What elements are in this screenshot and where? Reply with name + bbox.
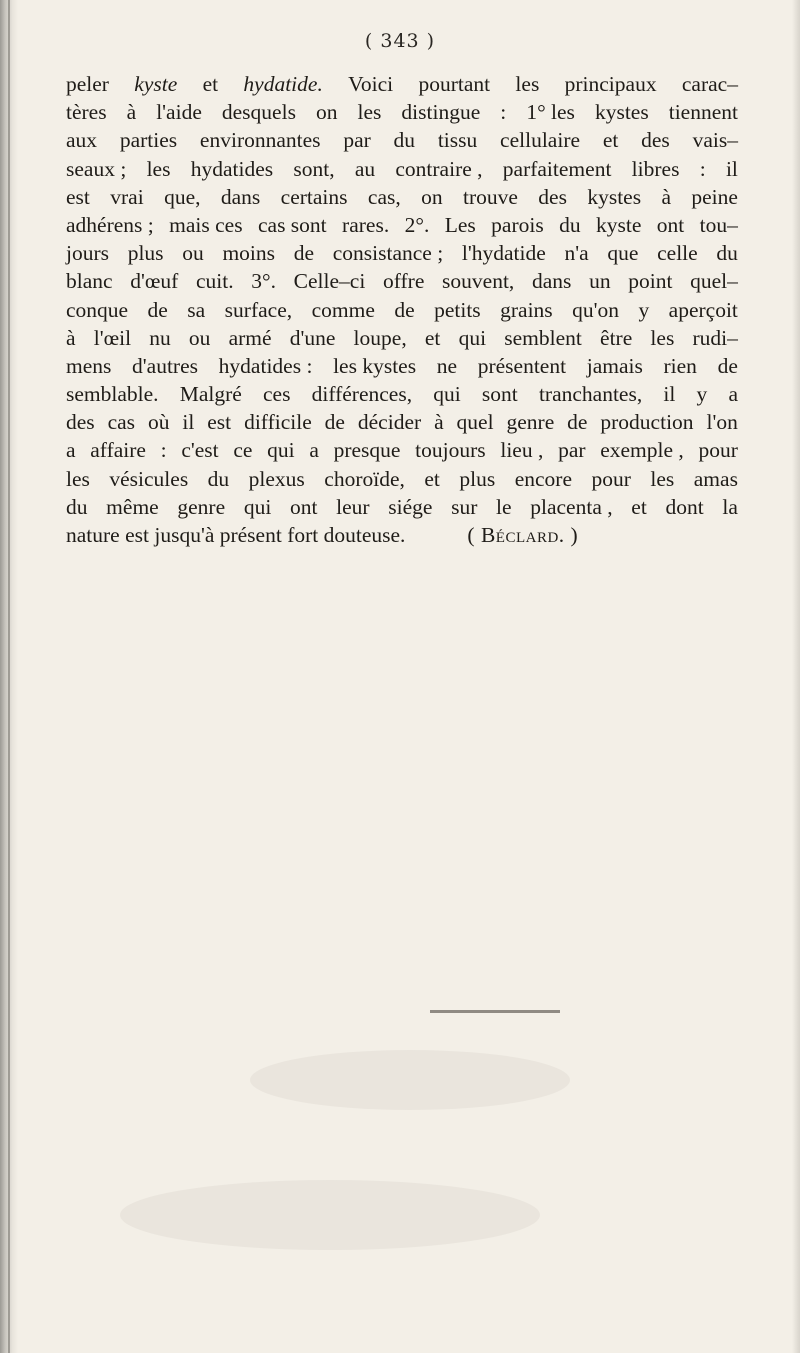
word: qui xyxy=(267,438,295,463)
word: sur xyxy=(451,494,478,519)
word: du xyxy=(66,494,88,519)
word: où xyxy=(147,410,170,435)
word: de xyxy=(324,410,345,435)
word: un xyxy=(589,269,611,294)
word: vésicules xyxy=(109,466,189,491)
word: du xyxy=(207,466,230,491)
word: qu'on xyxy=(572,297,619,322)
text-line xyxy=(66,296,738,324)
word: même xyxy=(106,494,159,519)
word: sont, xyxy=(293,156,335,181)
word: sont xyxy=(481,382,518,407)
word: exemple , xyxy=(600,438,684,463)
word: celle xyxy=(657,241,698,266)
word: distingue xyxy=(401,100,481,125)
word: de xyxy=(567,410,588,435)
word: être xyxy=(600,325,633,350)
text-line xyxy=(66,267,738,295)
word: a xyxy=(66,438,76,463)
word: nu xyxy=(149,325,171,350)
word: 3°. xyxy=(251,269,276,294)
word: parois xyxy=(491,212,544,237)
word: est xyxy=(66,184,90,209)
word: peler xyxy=(66,72,109,96)
paper-stain xyxy=(250,1050,570,1110)
word: semblent xyxy=(504,325,582,350)
word: tiennent xyxy=(668,100,738,125)
word: blanc xyxy=(66,269,113,294)
word: l'hydatide xyxy=(461,241,546,266)
word: 1° les xyxy=(526,100,575,125)
word: principaux xyxy=(564,72,657,96)
word: et xyxy=(424,466,440,491)
word: petits xyxy=(434,297,481,322)
word: la xyxy=(722,494,738,519)
text-line xyxy=(66,155,738,183)
text-line xyxy=(66,436,738,464)
word: point xyxy=(628,269,673,294)
word: offre xyxy=(382,269,425,294)
word: du xyxy=(716,241,738,266)
word: certains xyxy=(280,184,348,209)
word: cellulaire xyxy=(500,128,581,153)
word: qui xyxy=(243,494,272,519)
text-line xyxy=(66,126,738,154)
word: présentent xyxy=(477,353,567,378)
word: il xyxy=(725,156,738,181)
word: souvent, xyxy=(442,269,515,294)
word: les xyxy=(357,100,382,125)
word: l'aide xyxy=(156,100,202,125)
word: jamais xyxy=(586,353,643,378)
word: siége xyxy=(388,494,433,519)
word: à xyxy=(661,184,672,209)
word: a xyxy=(309,438,319,463)
word: d'autres xyxy=(132,353,199,378)
word: cas sont xyxy=(257,212,327,237)
word: dont xyxy=(665,494,704,519)
text-line xyxy=(66,380,738,408)
word: cuit. xyxy=(195,269,234,294)
word: ces xyxy=(262,382,291,407)
word: presque xyxy=(333,438,401,463)
word: libres xyxy=(631,156,680,181)
word: vais– xyxy=(692,128,738,153)
word: desquels xyxy=(221,100,296,125)
word: contraire , xyxy=(395,156,483,181)
word: hydatides xyxy=(190,156,274,181)
word: est xyxy=(207,410,232,435)
word: leur xyxy=(336,494,370,519)
word: adhérens ; xyxy=(66,212,154,237)
word: seaux ; xyxy=(66,156,127,181)
word: par xyxy=(558,438,586,463)
word: mais ces xyxy=(169,212,243,237)
show-through-mark xyxy=(430,1010,560,1013)
word: des xyxy=(641,128,670,153)
word: ne xyxy=(436,353,458,378)
word: lieu , xyxy=(500,438,544,463)
text-line xyxy=(66,70,738,98)
word: on xyxy=(315,100,338,125)
word: peine xyxy=(691,184,738,209)
text-line xyxy=(66,408,738,436)
word: plus xyxy=(127,241,164,266)
word: rares. xyxy=(342,212,390,237)
text-line xyxy=(66,493,738,521)
word: par xyxy=(343,128,371,153)
word: Les xyxy=(444,212,476,237)
word: différences, xyxy=(311,382,413,407)
text-line xyxy=(66,352,738,380)
word: le xyxy=(496,494,512,519)
word: cas xyxy=(107,410,136,435)
word: qui xyxy=(433,382,461,407)
word: placenta , xyxy=(530,494,613,519)
word: que, xyxy=(164,184,201,209)
word: a xyxy=(728,382,738,407)
word: les xyxy=(515,72,540,96)
word: et xyxy=(602,128,619,153)
word: hydatides : xyxy=(218,353,313,378)
word: genre xyxy=(177,494,226,519)
word: semblable. xyxy=(66,382,159,407)
word: que xyxy=(607,241,639,266)
word: pourtant xyxy=(418,72,491,96)
word: à xyxy=(126,100,137,125)
text-line xyxy=(66,98,738,126)
word: aux xyxy=(66,128,98,153)
word: les kystes xyxy=(333,353,417,378)
text-line xyxy=(66,183,738,211)
word: grains xyxy=(500,297,553,322)
word: il xyxy=(663,382,676,407)
word: loupe, xyxy=(353,325,407,350)
word: ont xyxy=(289,494,318,519)
word: quel xyxy=(456,410,494,435)
word: les xyxy=(650,325,675,350)
word: d'une xyxy=(289,325,336,350)
word: vrai xyxy=(110,184,144,209)
word: Celle–ci xyxy=(293,269,366,294)
page-number: ( 343 ) xyxy=(364,30,436,52)
word: tou– xyxy=(699,212,738,237)
word: kystes xyxy=(587,184,642,209)
word: de xyxy=(147,297,168,322)
text-line xyxy=(66,211,738,239)
word: rien xyxy=(663,353,697,378)
word: mens xyxy=(66,353,112,378)
word: Voici xyxy=(348,72,394,96)
word: : xyxy=(699,156,706,181)
word: toujours xyxy=(415,438,486,463)
word: production xyxy=(600,410,694,435)
word: y xyxy=(638,297,650,322)
word: : xyxy=(500,100,507,125)
word: armé xyxy=(228,325,272,350)
word: qui xyxy=(458,325,487,350)
word: à xyxy=(434,410,444,435)
word: du xyxy=(559,212,581,237)
word: pour xyxy=(591,466,631,491)
word: hydatide. xyxy=(243,72,323,96)
word: 2°. xyxy=(404,212,430,237)
word: conque xyxy=(66,297,129,322)
word: parfaitement xyxy=(502,156,612,181)
word: Malgré xyxy=(179,382,242,407)
word: n'a xyxy=(564,241,589,266)
word: dans xyxy=(531,269,572,294)
page-right-edge xyxy=(792,0,800,1353)
word: tissu xyxy=(437,128,478,153)
word: des xyxy=(538,184,567,209)
word: comme xyxy=(311,297,375,322)
word: ou xyxy=(182,241,204,266)
word: rudi– xyxy=(692,325,738,350)
text-line xyxy=(66,324,738,352)
attribution: ( Béclard. ) xyxy=(467,523,579,547)
word: parties xyxy=(119,128,178,153)
word: et xyxy=(424,325,441,350)
word: à xyxy=(66,325,76,350)
paper-stain xyxy=(120,1180,540,1250)
word: cas, xyxy=(367,184,401,209)
word: tères xyxy=(66,100,107,125)
text-line xyxy=(66,239,738,267)
word: amas xyxy=(693,466,738,491)
word: plexus xyxy=(248,466,305,491)
word: genre xyxy=(506,410,555,435)
word: : xyxy=(160,438,167,463)
word: ou xyxy=(188,325,211,350)
word: les xyxy=(146,156,171,181)
word: des xyxy=(66,410,95,435)
binding-line xyxy=(8,0,10,1353)
word: dans xyxy=(220,184,261,209)
word: de xyxy=(293,241,315,266)
word: consistance ; xyxy=(332,241,444,266)
word: moins xyxy=(222,241,276,266)
word: c'est xyxy=(181,438,219,463)
word: du xyxy=(393,128,416,153)
word: encore xyxy=(514,466,572,491)
word: surface, xyxy=(224,297,293,322)
word: kystes xyxy=(594,100,649,125)
word: décider xyxy=(357,410,422,435)
word: pour xyxy=(698,438,738,463)
word: aperçoit xyxy=(668,297,738,322)
word: carac– xyxy=(681,72,738,96)
word: kyste xyxy=(595,212,642,237)
word: au xyxy=(354,156,376,181)
word: environnantes xyxy=(199,128,321,153)
word: de xyxy=(717,353,738,378)
word: plus xyxy=(459,466,496,491)
text-line-last xyxy=(66,521,738,549)
last-line-text: nature est jusqu'à présent fort douteuse. xyxy=(66,523,406,547)
word: de xyxy=(394,297,415,322)
word: affaire xyxy=(90,438,146,463)
word: choroïde, xyxy=(324,466,405,491)
word: difficile xyxy=(244,410,312,435)
word: ce xyxy=(233,438,253,463)
word: les xyxy=(650,466,675,491)
word: on xyxy=(421,184,443,209)
word: y xyxy=(696,382,708,407)
word: il xyxy=(182,410,195,435)
word: tranchantes, xyxy=(538,382,643,407)
word: l'on xyxy=(706,410,738,435)
word: les xyxy=(66,466,90,491)
word: jours xyxy=(66,241,109,266)
word: et xyxy=(631,494,647,519)
word: ont xyxy=(656,212,685,237)
word: l'œil xyxy=(93,325,132,350)
text-line xyxy=(66,465,738,493)
body-text xyxy=(66,70,738,549)
word: sa xyxy=(187,297,206,322)
spacer xyxy=(405,521,467,549)
word: et xyxy=(202,72,219,96)
word: d'œuf xyxy=(130,269,179,294)
word: quel– xyxy=(690,269,738,294)
word: kyste xyxy=(134,72,178,96)
word: trouve xyxy=(462,184,518,209)
